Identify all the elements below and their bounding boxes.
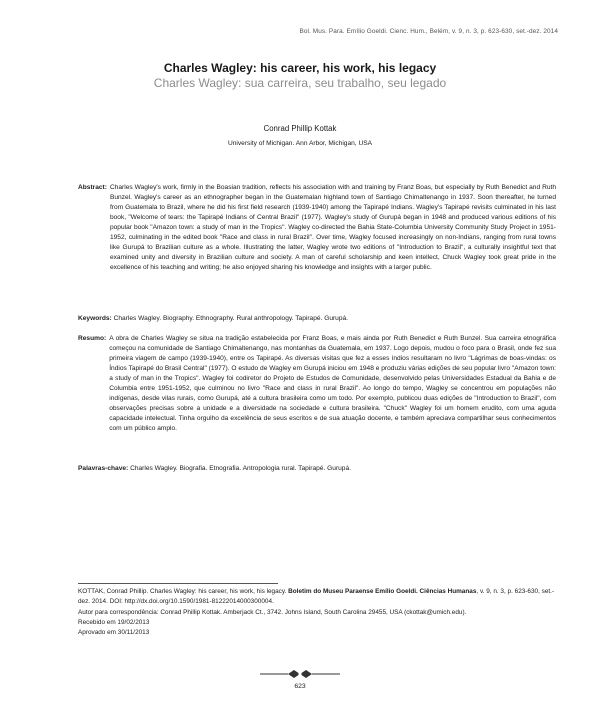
article-title: Charles Wagley: his career, his work, his legacy	[163, 61, 437, 75]
palavras-chave-label: Palavras-chave:	[78, 465, 129, 472]
article-subtitle: Charles Wagley: sua carreira, seu trabalho, seu legado	[153, 76, 447, 90]
received-date: Recebido em 19/02/2013	[78, 618, 150, 626]
palavras-chave-block	[78, 464, 556, 474]
resumo-block	[78, 334, 556, 434]
correspondence-line: Autor para correspondência: Conrad Phillip Kottak. Amberjack Ct., 3742. Johns Island, South Carolina 29455, USA (ckottak@umich.edu).	[78, 608, 467, 616]
abstract-label: Abstract:	[78, 184, 107, 191]
footnote	[78, 587, 558, 638]
page-ornament-icon	[258, 667, 342, 681]
author-name: Conrad Phillip Kottak	[263, 124, 337, 133]
footnote-rule	[78, 583, 278, 584]
author-affiliation: University of Michigan. Ann Arbor, Michigan, USA	[227, 140, 373, 147]
citation-details: , v. 9, n. 3, p. 623-630, set.-dez. 2014. DOI: http://dx.doi.org/10.1590/1981-81222014000300004.	[78, 588, 555, 606]
running-head: Bol. Mus. Para. Emílio Goeldi. Cienc. Hum., Belém, v. 9, n. 3, p. 623-630, set.-dez. 2014	[299, 28, 558, 35]
abstract-block	[78, 183, 556, 273]
page-number: 623	[294, 683, 306, 690]
footnote-citation	[78, 587, 558, 608]
resumo-text: A obra de Charles Wagley se situa na tradição estabelecida por Franz Boas, e mais ainda por Ruth Benedict e Ruth Bunzel. Sua carreira etnográfica começou na comunidade de Santiago Chimaltenango, nas montanhas da Guatemala, em 1937. Logo depois, mudou o foco para o Brasil, onde fez sua primeira viagem de campo (1939-1940), entre os Tapirapé. As diversas visitas que fez a esses índios resultaram no livro "Lágrimas de boas-vindas: os Índios Tapirapé do Brasil Central" (1977). O estudo de Wagley em Gurupá iniciou em 1948 e produziu várias edições de seu popular livro "Amazon town: a study of man in the Tropics". Wagley foi codiretor do Projeto de Estudos de Comunidade, desenvolvido pelas Universidades Estadual da Bahia e de Columbia entre 1951-1952, que culminou no livro "Race and class in rural Brazil". Ao longo do tempo, Wagley se concentrou em populações não indígenas, desde vilas rurais, como Gurupá, até a cultura brasileira como um todo. Por exemplo, publicou duas edições de "Introduction to Brazil", com observações precisas sobre a unidade e a diversidade na sociedade e cultura brasileira. "Chuck" Wagley foi um homem erudito, com uma aguda capacidade intelectual. Tinha orgulho da excelência de seus escritos e de sua atuação docente, e também apreciava compartilhar seus conhecimentos com um público amplo.	[109, 335, 556, 433]
citation-text: KOTTAK, Conrad Phillip. Charles Wagley: his career, his work, his legacy.	[78, 588, 287, 595]
approved-date: Aprovado em 30/11/2013	[78, 629, 150, 637]
keywords-block	[78, 314, 556, 324]
keywords-text: Charles Wagley. Biography. Ethnography. Rural anthropology. Tapirapé. Gurupá.	[113, 315, 349, 322]
palavras-chave-text: Charles Wagley. Biografia. Etnografia. Antropologia rural. Tapirapé. Gurupá.	[130, 465, 351, 472]
journal-name: Boletim do Museu Paraense Emílio Goeldi. Ciências Humanas	[288, 588, 477, 595]
abstract-text: Charles Wagley's work, firmly in the Boasian tradition, reflects his association with and training by Franz Boas, but especially by Ruth Benedict and Ruth Bunzel. Wagley's career as an ethnographer began in the Guatemalan highland town of Santiago Chimaltenango in 1937. Soon thereafter, he turned from Guatemala to Brazil, where he did his first field research (1939-1940) among the Tapirapé Indians. Wagley's Tapirapé revisits culminated in his last book, "Welcome of tears: the Tapirapé Indians of Central Brazil" (1977). Wagley's study of Gurupá began in 1948 and produced various editions of his popular book "Amazon town: a study of man in the Tropics". Wagley co-directed the Bahia State-Columbia University Community Study Project in 1951-1952, culminating in the edited book "Race and class in rural Brazil". Over time, Wagley focused increasingly on non-Indians, ranging from rural towns like Gurupá to Brazilian culture as a whole. Illustrating the latter, Wagley wrote two editions of "Introduction to Brazil", a culturally insightful text that examined unity and diversity in Brazilian culture and society. A man of careful scholarship and keen intellect, Chuck Wagley took great pride in the excellence of his teaching and writing; he also enjoyed sharing his knowledge and insights with a larger public.	[109, 184, 556, 272]
keywords-label: Keywords:	[78, 315, 112, 322]
resumo-label: Resumo:	[78, 335, 107, 342]
